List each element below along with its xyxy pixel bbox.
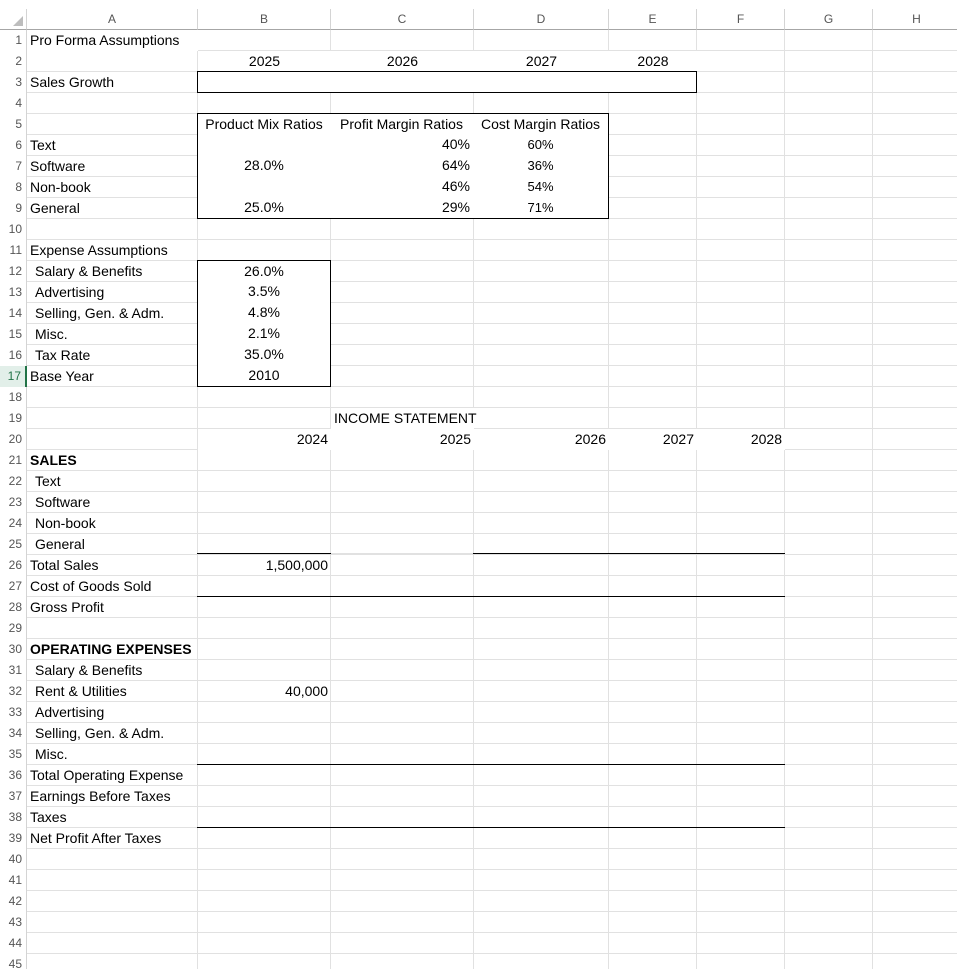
sales-item[interactable]: Text — [35, 473, 61, 489]
profit-margin-cell[interactable]: 40% — [330, 134, 474, 156]
cogs-label[interactable]: Cost of Goods Sold — [30, 578, 152, 594]
row-header[interactable]: 43 — [0, 912, 27, 933]
row-header[interactable]: 23 — [0, 492, 27, 513]
column-header-g[interactable]: G — [785, 9, 873, 30]
gross-profit-label[interactable]: Gross Profit — [30, 599, 104, 615]
sales-growth-label[interactable]: Sales Growth — [30, 74, 115, 90]
assumption-year[interactable]: 2027 — [474, 51, 609, 72]
product-label[interactable]: Non-book — [30, 179, 91, 195]
product-mix-header[interactable]: Product Mix Ratios — [197, 113, 331, 135]
opex-header[interactable]: OPERATING EXPENSES — [30, 641, 192, 657]
row-header[interactable]: 41 — [0, 870, 27, 891]
taxes-label[interactable]: Taxes — [30, 809, 67, 825]
income-year[interactable]: 2026 — [474, 429, 609, 450]
base-year-label[interactable]: Base Year — [30, 368, 94, 384]
opex-item[interactable]: Advertising — [35, 704, 105, 720]
column-header-a[interactable]: A — [27, 9, 198, 30]
cost-margin-cell[interactable]: 60% — [473, 134, 609, 156]
row-header[interactable]: 36 — [0, 765, 27, 786]
row-header[interactable]: 42 — [0, 891, 27, 912]
column-header-b[interactable]: B — [198, 9, 331, 30]
base-year-value[interactable]: 2010 — [197, 365, 331, 387]
row-header[interactable]: 29 — [0, 618, 27, 639]
row-header[interactable]: 4 — [0, 93, 27, 114]
row-header[interactable]: 10 — [0, 219, 27, 240]
row-header[interactable]: 5 — [0, 114, 27, 135]
border-line — [197, 553, 331, 554]
row-header[interactable]: 8 — [0, 177, 27, 198]
opex-item[interactable]: Selling, Gen. & Adm. — [35, 725, 165, 741]
gridline — [696, 30, 697, 969]
row-header[interactable]: 19 — [0, 408, 27, 429]
assumption-year[interactable]: 2025 — [198, 51, 331, 72]
border-line — [197, 827, 785, 828]
sales-growth-cell[interactable] — [608, 71, 697, 93]
row-header[interactable]: 9 — [0, 198, 27, 219]
product-label[interactable]: Text — [30, 137, 56, 153]
product-mix-cell[interactable]: 28.0% — [197, 155, 331, 177]
row-header[interactable]: 20 — [0, 429, 27, 450]
sales-growth-cell[interactable] — [330, 71, 474, 93]
row-header[interactable]: 7 — [0, 156, 27, 177]
row-header[interactable]: 21 — [0, 450, 27, 471]
income-year[interactable]: 2027 — [609, 429, 697, 450]
row-header[interactable]: 25 — [0, 534, 27, 555]
opex-item[interactable]: Misc. — [35, 746, 68, 762]
select-all-triangle-icon — [13, 16, 23, 26]
row-header[interactable]: 28 — [0, 597, 27, 618]
row-header[interactable]: 11 — [0, 240, 27, 261]
cost-margin-cell[interactable]: 71% — [473, 197, 609, 219]
expense-assumptions-title[interactable]: Expense Assumptions — [30, 242, 168, 258]
gridline — [784, 30, 785, 969]
row-header[interactable]: 3 — [0, 72, 27, 93]
assumptions-title[interactable]: Pro Forma Assumptions — [27, 30, 198, 51]
expense-value[interactable]: 4.8% — [197, 302, 331, 324]
row-header[interactable]: 1 — [0, 30, 27, 51]
gridline — [331, 553, 474, 554]
column-header-e[interactable]: E — [609, 9, 697, 30]
expense-label[interactable]: Advertising — [35, 284, 105, 300]
total-sales-label[interactable]: Total Sales — [30, 557, 99, 573]
row-header[interactable]: 24 — [0, 513, 27, 534]
profit-margin-cell[interactable]: 46% — [330, 176, 474, 198]
expense-label[interactable]: Salary & Benefits — [35, 263, 143, 279]
expense-value[interactable]: 3.5% — [197, 281, 331, 303]
gridline — [27, 407, 957, 408]
product-label[interactable]: General — [30, 200, 80, 216]
expense-label[interactable]: Selling, Gen. & Adm. — [35, 305, 165, 321]
row-header[interactable]: 16 — [0, 345, 27, 366]
product-mix-cell[interactable] — [197, 134, 331, 156]
column-header-c[interactable]: C — [331, 9, 474, 30]
sales-item[interactable]: Software — [35, 494, 91, 510]
row-header[interactable]: 30 — [0, 639, 27, 660]
row-header[interactable]: 18 — [0, 387, 27, 408]
gridline — [872, 30, 873, 969]
row-header-selected[interactable]: 17 — [0, 366, 27, 387]
opex-item[interactable]: Salary & Benefits — [35, 662, 143, 678]
rent-2024[interactable]: 40,000 — [285, 683, 328, 699]
income-year[interactable]: 2024 — [198, 429, 331, 450]
expense-label[interactable]: Tax Rate — [35, 347, 91, 363]
assumption-year[interactable]: 2028 — [609, 51, 697, 72]
row-header[interactable]: 34 — [0, 723, 27, 744]
expense-value[interactable]: 26.0% — [197, 260, 331, 282]
row-header[interactable]: 35 — [0, 744, 27, 765]
border-line — [197, 764, 785, 765]
column-header-h[interactable]: H — [873, 9, 957, 30]
row-header[interactable]: 44 — [0, 933, 27, 954]
gridline — [27, 911, 957, 912]
income-year[interactable]: 2025 — [331, 429, 474, 450]
product-mix-cell[interactable]: 25.0% — [197, 197, 331, 219]
sales-header[interactable]: SALES — [30, 452, 77, 468]
sales-growth-cell[interactable] — [473, 71, 609, 93]
profit-margin-cell[interactable]: 29% — [330, 197, 474, 219]
row-header[interactable]: 15 — [0, 324, 27, 345]
row-header[interactable]: 31 — [0, 660, 27, 681]
select-all-button[interactable] — [0, 9, 27, 30]
assumption-year[interactable]: 2026 — [331, 51, 474, 72]
cost-margin-cell[interactable]: 54% — [473, 176, 609, 198]
product-label[interactable]: Software — [30, 158, 86, 174]
row-header[interactable]: 12 — [0, 261, 27, 282]
total-sales-2024[interactable]: 1,500,000 — [265, 557, 328, 573]
gridline — [27, 890, 957, 891]
expense-value[interactable]: 35.0% — [197, 344, 331, 366]
sales-item[interactable]: General — [35, 536, 85, 552]
product-mix-cell[interactable] — [197, 176, 331, 198]
profit-margin-cell[interactable]: 64% — [330, 155, 474, 177]
row-header[interactable]: 38 — [0, 807, 27, 828]
border-line — [197, 596, 785, 597]
row-header[interactable]: 14 — [0, 303, 27, 324]
gridline — [27, 953, 957, 954]
row-header[interactable]: 32 — [0, 681, 27, 702]
row-header[interactable]: 2 — [0, 51, 27, 72]
cost-margin-header[interactable]: Cost Margin Ratios — [473, 113, 609, 135]
sales-item[interactable]: Non-book — [35, 515, 96, 531]
sales-growth-cell[interactable] — [197, 71, 331, 93]
opex-item[interactable]: Rent & Utilities — [35, 683, 127, 699]
net-profit-label[interactable]: Net Profit After Taxes — [30, 830, 162, 846]
gridline — [27, 932, 957, 933]
column-header-d[interactable]: D — [474, 9, 609, 30]
border-line — [473, 553, 785, 554]
row-header[interactable]: 45 — [0, 954, 27, 969]
row-header[interactable]: 13 — [0, 282, 27, 303]
total-opex-label[interactable]: Total Operating Expense — [30, 767, 184, 783]
row-header[interactable]: 6 — [0, 135, 27, 156]
income-statement-title[interactable]: INCOME STATEMENT — [331, 408, 474, 429]
row-header[interactable]: 39 — [0, 828, 27, 849]
row-header[interactable]: 37 — [0, 786, 27, 807]
row-header[interactable]: 26 — [0, 555, 27, 576]
expense-value[interactable]: 2.1% — [197, 323, 331, 345]
row-header[interactable]: 27 — [0, 576, 27, 597]
cost-margin-cell[interactable]: 36% — [473, 155, 609, 177]
row-header[interactable]: 40 — [0, 849, 27, 870]
ebt-label[interactable]: Earnings Before Taxes — [30, 788, 171, 804]
expense-label[interactable]: Misc. — [35, 326, 68, 342]
profit-margin-header[interactable]: Profit Margin Ratios — [330, 113, 474, 135]
row-header[interactable]: 22 — [0, 471, 27, 492]
row-header[interactable]: 33 — [0, 702, 27, 723]
gridline — [27, 869, 957, 870]
column-header-f[interactable]: F — [697, 9, 785, 30]
income-year[interactable]: 2028 — [697, 429, 785, 450]
